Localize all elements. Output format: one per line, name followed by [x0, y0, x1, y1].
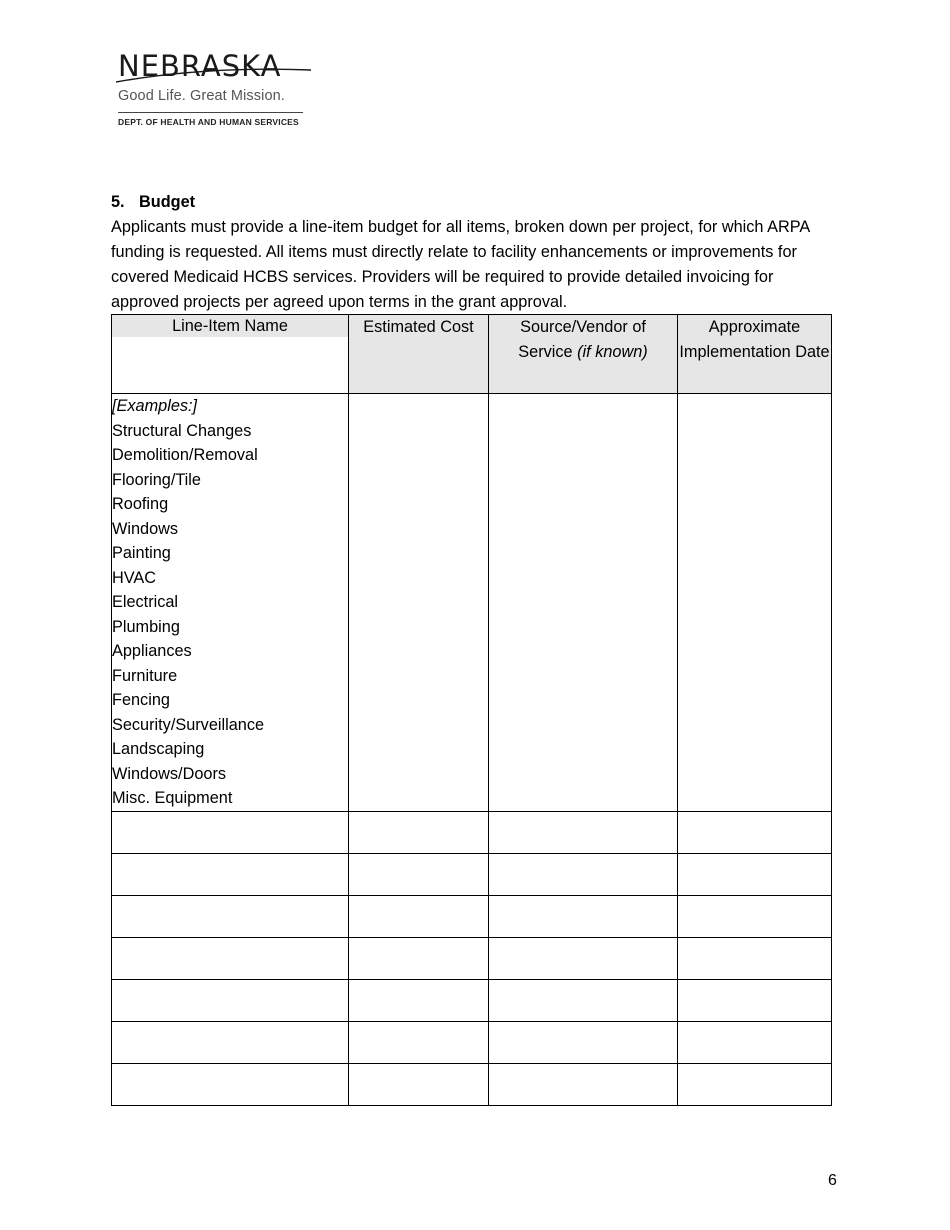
example-item: Structural Changes: [112, 421, 252, 440]
example-item: Appliances: [112, 642, 192, 660]
source-vendor-cell[interactable]: [489, 811, 678, 853]
header-estimated-cost: Estimated Cost: [349, 315, 489, 394]
example-item: Plumbing: [112, 617, 180, 636]
implementation-date-cell[interactable]: [678, 811, 832, 853]
table-header-row: [112, 315, 832, 394]
example-item: Flooring/Tile: [112, 470, 201, 489]
source-vendor-cell[interactable]: [489, 937, 678, 979]
page-number: 6: [828, 1172, 837, 1189]
examples-row: [112, 394, 832, 812]
table-row: [112, 1021, 832, 1063]
source-vendor-cell[interactable]: [489, 394, 678, 812]
line-item-name-cell[interactable]: [112, 811, 349, 853]
source-vendor-cell[interactable]: [489, 895, 678, 937]
budget-table: [111, 314, 832, 1106]
implementation-date-cell[interactable]: [678, 1021, 832, 1063]
implementation-date-cell[interactable]: [678, 1063, 832, 1105]
line-item-name-cell[interactable]: [112, 937, 349, 979]
estimated-cost-cell[interactable]: [349, 979, 489, 1021]
table-row: [112, 895, 832, 937]
implementation-date-cell[interactable]: [678, 853, 832, 895]
example-item: Windows: [112, 519, 179, 538]
header-source-vendor-line2: Service: [518, 342, 578, 361]
section-heading: [111, 190, 831, 215]
example-item: Electrical: [112, 593, 179, 611]
examples-cell[interactable]: [112, 394, 349, 812]
estimated-cost-cell[interactable]: [349, 1063, 489, 1105]
estimated-cost-cell[interactable]: [349, 811, 489, 853]
logo-wordmark: NEBRASKA: [118, 49, 282, 83]
source-vendor-cell[interactable]: [489, 979, 678, 1021]
budget-section: [111, 190, 831, 315]
implementation-date-cell[interactable]: [678, 394, 832, 812]
table-row: [112, 811, 832, 853]
example-item: Security/Surveillance: [112, 715, 265, 734]
logo-swoosh-icon: [116, 60, 316, 84]
line-item-name-cell[interactable]: [112, 853, 349, 895]
table-row: [112, 979, 832, 1021]
source-vendor-cell[interactable]: [489, 1063, 678, 1105]
example-item: Misc. Equipment: [112, 789, 233, 807]
table-row: [112, 853, 832, 895]
line-item-name-cell[interactable]: [112, 1021, 349, 1063]
section-title: Budget: [139, 193, 196, 211]
logo-divider: [118, 112, 303, 113]
estimated-cost-cell[interactable]: [349, 394, 489, 812]
section-body: Applicants must provide a line-item budget for all items, broken down per project, for which ARPA funding is requested. All items must directly relate to facility enhancements or improvements for covered Medicaid HCBS services. Providers will be required to provide detailed invoicing for approved projects per agreed upon terms in the grant approval.: [111, 218, 810, 311]
estimated-cost-cell[interactable]: [349, 937, 489, 979]
example-item: Fencing: [112, 691, 170, 709]
implementation-date-cell[interactable]: [678, 979, 832, 1021]
example-item: Windows/Doors: [112, 764, 227, 783]
implementation-date-cell[interactable]: [678, 895, 832, 937]
line-item-name-cell[interactable]: [112, 979, 349, 1021]
estimated-cost-cell[interactable]: [349, 895, 489, 937]
header-source-vendor: [489, 315, 678, 394]
nebraska-dhhs-logo: [118, 50, 318, 127]
estimated-cost-cell[interactable]: [349, 1021, 489, 1063]
table-row: [112, 1063, 832, 1105]
source-vendor-cell[interactable]: [489, 853, 678, 895]
header-source-vendor-qualifier: (if known): [577, 342, 648, 361]
header-line-item-label: Line-Item Name: [112, 315, 348, 337]
example-item: Demolition/Removal: [112, 446, 258, 464]
logo-department: DEPT. OF HEALTH AND HUMAN SERVICES: [118, 117, 299, 127]
line-item-name-cell[interactable]: [112, 895, 349, 937]
source-vendor-cell[interactable]: [489, 1021, 678, 1063]
header-line-item-name: [112, 315, 349, 394]
example-item: Roofing: [112, 495, 169, 513]
logo-tagline: Good Life. Great Mission.: [118, 88, 285, 104]
example-item: Landscaping: [112, 740, 205, 758]
line-item-name-cell[interactable]: [112, 1063, 349, 1105]
example-item: Painting: [112, 544, 171, 562]
examples-label: [Examples:]: [112, 397, 198, 415]
example-item: Furniture: [112, 666, 178, 685]
example-item: HVAC: [112, 568, 157, 587]
table-row: [112, 937, 832, 979]
estimated-cost-cell[interactable]: [349, 853, 489, 895]
header-implementation-date: Approximate Implementation Date: [678, 315, 832, 394]
section-number: 5.: [111, 193, 125, 211]
implementation-date-cell[interactable]: [678, 937, 832, 979]
header-source-vendor-line1: Source/Vendor of: [520, 318, 646, 336]
